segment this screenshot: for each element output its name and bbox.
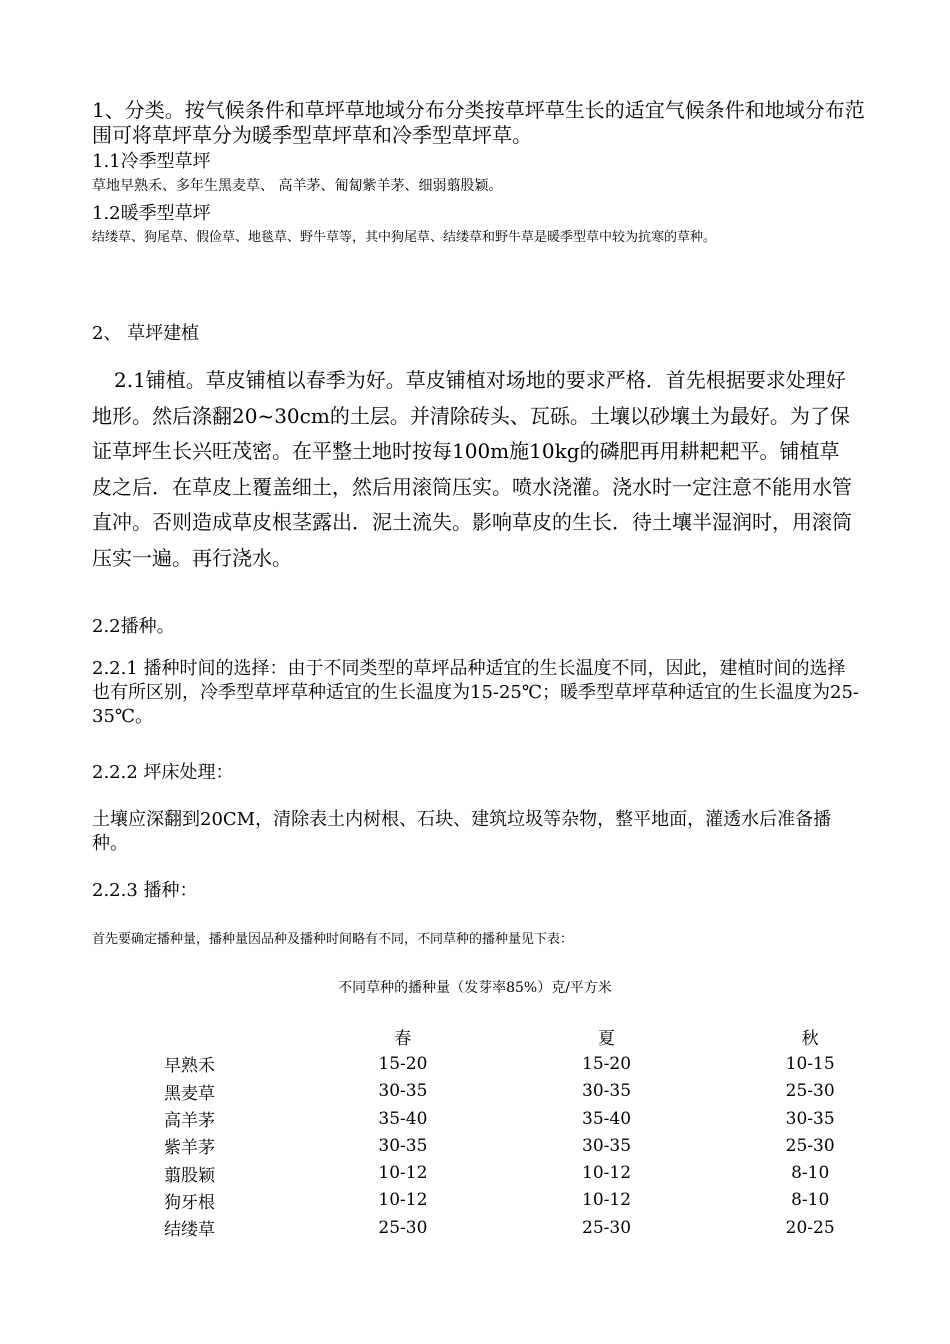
section2-title: 2、 草坪建植 xyxy=(92,323,200,344)
table-cell-summer: 30-35 xyxy=(582,1081,632,1102)
subsection-cool-season-title: 1.1冷季型草坪 xyxy=(92,151,211,172)
table-cell-autumn: 8-10 xyxy=(791,1163,830,1184)
table-cell-spring: 10-12 xyxy=(378,1190,428,1211)
table-cell-spring: 30-35 xyxy=(378,1135,428,1156)
subsection-warm-season-title: 1.2暖季型草坪 xyxy=(92,203,211,224)
table-cell-autumn: 8-10 xyxy=(791,1190,830,1211)
paragraph-2-2: 2.2播种。 xyxy=(92,616,175,637)
table-cell-autumn: 30-35 xyxy=(785,1108,835,1129)
section1-intro: 1、分类。按气候条件和草坪草地域分布分类按草坪草生长的适宜气候条件和地域分布范围可将草坪草分为暖季型草坪草和冷季型草坪草。 xyxy=(92,98,865,147)
table-cell-grass: 高羊茅 xyxy=(164,1111,215,1132)
table-cell-grass: 黑麦草 xyxy=(164,1083,215,1104)
table-header-summer: 夏 xyxy=(598,1029,616,1050)
table-cell-spring: 10-12 xyxy=(378,1163,428,1184)
table-cell-summer: 35-40 xyxy=(582,1108,632,1129)
paragraph-2-2-3-text: 首先要确定播种量，播种量因品种及播种时间略有不同，不同草种的播种量见下表： xyxy=(92,932,574,947)
table-cell-grass: 早熟禾 xyxy=(164,1056,215,1077)
table-header-spring: 春 xyxy=(394,1029,412,1050)
table-cell-grass: 狗牙根 xyxy=(164,1192,215,1213)
table-row xyxy=(92,1078,912,1105)
table-row xyxy=(92,1159,912,1186)
subsection-warm-season-text: 结缕草、狗尾草、假俭草、地毯草、野牛草等，其中狗尾草、结缕草和野牛草是暖季型草中较为抗寒的草种。 xyxy=(92,230,717,245)
table-row xyxy=(92,1187,912,1214)
paragraph-2-2-1: 2.2.1 播种时间的选择：由于不同类型的草坪品种适宜的生长温度不同，因此，建植时间的选择也有所区别，冷季型草坪草种适宜的生长温度为15-25℃；暖季型草坪草种适宜的生长温度为25-35℃。 xyxy=(92,658,860,727)
seeding-rate-table xyxy=(92,1023,912,1241)
table-header-autumn: 秋 xyxy=(801,1029,819,1050)
table-caption: 不同草种的播种量（发芽率85%）克/平方米 xyxy=(338,980,612,996)
paragraph-2-2-2-title: 2.2.2 坪床处理： xyxy=(92,762,234,783)
table-cell-summer: 30-35 xyxy=(582,1135,632,1156)
table-cell-autumn: 25-30 xyxy=(785,1135,835,1156)
table-cell-autumn: 10-15 xyxy=(785,1053,835,1074)
table-cell-grass: 结缕草 xyxy=(164,1220,215,1241)
table-row xyxy=(92,1105,912,1132)
table-cell-autumn: 20-25 xyxy=(785,1217,835,1238)
table-row xyxy=(92,1050,912,1077)
table-row xyxy=(92,1132,912,1159)
table-cell-grass: 翦股颖 xyxy=(164,1165,215,1186)
paragraph-2-1: 2.1铺植。草皮铺植以春季为好。草皮铺植对场地的要求严格．首先根据要求处理好地形。然后涤翻20~30cm的土层。并清除砖头、瓦砾。土壤以砂壤土为最好。为了保证草坪生长兴旺茂密。在平整土地时按每100m施10kg的磷肥再用耕耙耙平。铺植草皮之后．在草皮上覆盖细土，然后用滚筒压实。喷水浇灌。浇水时一定注意不能用水管直冲。否则造成草皮根茎露出．泥土流失。影响草皮的生长．待土壤半湿润时，用滚筒压实一遍。再行浇水。 xyxy=(92,368,852,570)
table-row xyxy=(92,1214,912,1241)
table-cell-autumn: 25-30 xyxy=(785,1081,835,1102)
subsection-cool-season-text: 草地早熟禾、多年生黑麦草、 高羊茅、匍匐紫羊茅、细弱翦股颖。 xyxy=(92,178,503,194)
table-cell-spring: 25-30 xyxy=(378,1217,428,1238)
table-header-row xyxy=(92,1023,912,1050)
table-cell-grass: 紫羊茅 xyxy=(164,1138,215,1159)
table-cell-summer: 25-30 xyxy=(582,1217,632,1238)
paragraph-2-2-3-title: 2.2.3 播种： xyxy=(92,880,198,901)
paragraph-2-2-2-text: 土壤应深翻到20CM，清除表土内树根、石块、建筑垃圾等杂物，整平地面，灌透水后准备播种。 xyxy=(92,809,832,854)
table-cell-summer: 15-20 xyxy=(582,1053,632,1074)
table-cell-summer: 10-12 xyxy=(582,1163,632,1184)
table-header-empty xyxy=(92,1023,301,1050)
table-cell-spring: 35-40 xyxy=(378,1108,428,1129)
table-cell-spring: 15-20 xyxy=(378,1053,428,1074)
table-cell-summer: 10-12 xyxy=(582,1190,632,1211)
table-cell-spring: 30-35 xyxy=(378,1081,428,1102)
